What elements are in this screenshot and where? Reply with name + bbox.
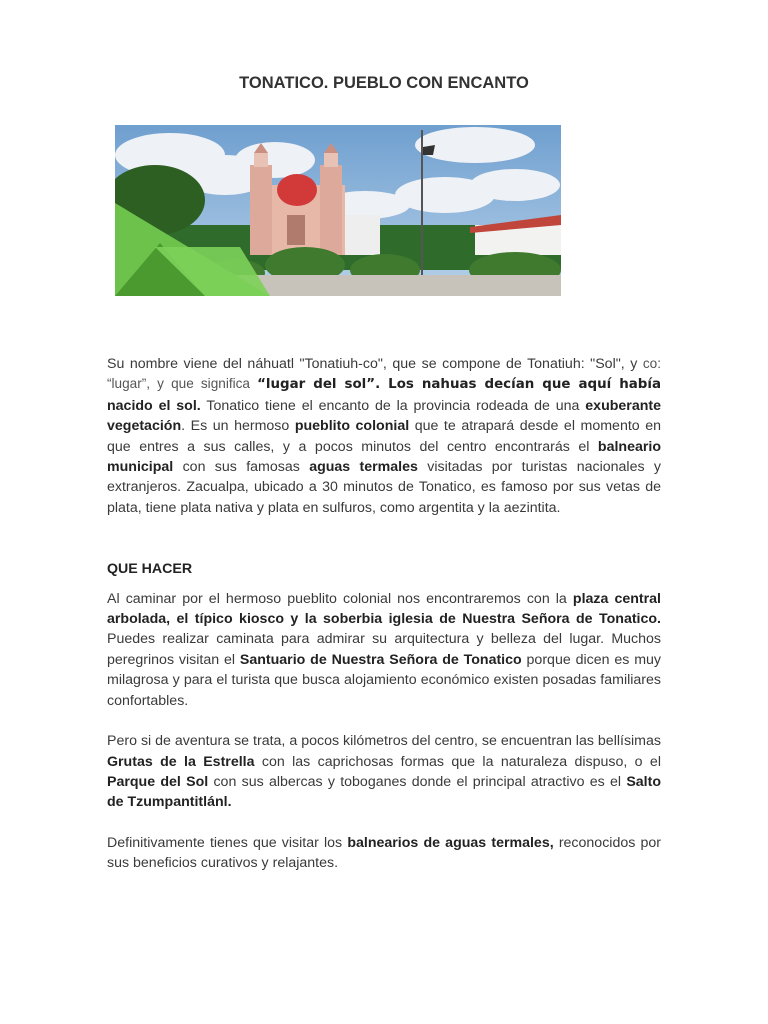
text: Al caminar por el hermoso pueblito colonial nos encontraremos con la <box>107 590 573 607</box>
text: Definitivamente tienes que visitar los <box>107 834 348 851</box>
page-title: TONATICO. PUEBLO CON ENCANTO <box>239 74 529 92</box>
text: porque dicen es muy milagrosa y para el turista que busca alojamiento económico existen posadas familiares confortables. <box>107 651 661 709</box>
text: reconocidos por sus beneficios curativos y relajantes. <box>107 834 661 872</box>
paragraph-aventura <box>107 731 661 813</box>
text: con sus albercas y toboganes donde el principal atractivo es el <box>208 773 627 790</box>
text: co: “lugar”, y que significa <box>107 356 661 392</box>
text: con las caprichosas formas que la naturaleza dispuso, o el <box>254 753 661 770</box>
bold-text: balneario municipal <box>107 438 661 476</box>
bold-text: aguas termales <box>309 459 418 476</box>
bold-text: exuberante vegetación <box>107 397 661 435</box>
paragraph-balnearios <box>107 833 661 874</box>
bold-text: Santuario de Nuestra Señora de Tonatico <box>239 651 522 668</box>
bold-text: Grutas de la Estrella <box>107 753 255 770</box>
bold-text: pueblito colonial <box>294 418 410 435</box>
bold-text: balnearios de aguas termales, <box>347 834 554 851</box>
text: . Es un hermoso <box>181 418 295 435</box>
text: Pero si de aventura se trata, a pocos kilómetros del centro, se encuentran las bellísimas <box>107 733 661 750</box>
paragraph-que-hacer <box>107 589 661 711</box>
hero-photo <box>115 125 561 296</box>
flagpole <box>421 130 423 296</box>
article-body <box>107 354 661 874</box>
bold-text: Parque del Sol <box>107 773 209 790</box>
text: con sus famosas <box>173 459 310 476</box>
bold-text: “lugar del sol”. Los nahuas decían que aquí había <box>257 377 661 393</box>
paragraph-intro <box>107 354 661 518</box>
text: visitadas por turistas nacionales y extranjeros. Zacualpa, ubicado a 30 minutos de Tonatico, es famoso por sus vetas de plata, tiene plata nativa y plata en sulfuros, como argentita y la aezintita. <box>107 459 661 516</box>
text: Su nombre viene del náhuatl "Tonatiuh-co", que se compone de Tonatiuh: "Sol", y <box>107 356 643 372</box>
text: Puedes realizar caminata para admirar su arquitectura y belleza del lugar. Muchos peregrinos visitan el <box>107 631 661 668</box>
section-heading-que-hacer: QUE HACER <box>107 561 193 578</box>
bold-text: plaza central arbolada, el típico kiosco y la soberbia iglesia de Nuestra Señora de Tonatico. <box>107 590 661 628</box>
text: que te atrapará desde el momento en que entres a sus calles, y a pocos minutos del centro encontrarás el <box>107 418 661 455</box>
bold-text: Salto de Tzumpantitlánl. <box>107 773 661 811</box>
bold-text: nacido el sol. <box>107 397 201 414</box>
church-plaza-photo <box>115 125 561 296</box>
text: Tonatico tiene el encanto de la provincia rodeada de una <box>200 397 586 414</box>
